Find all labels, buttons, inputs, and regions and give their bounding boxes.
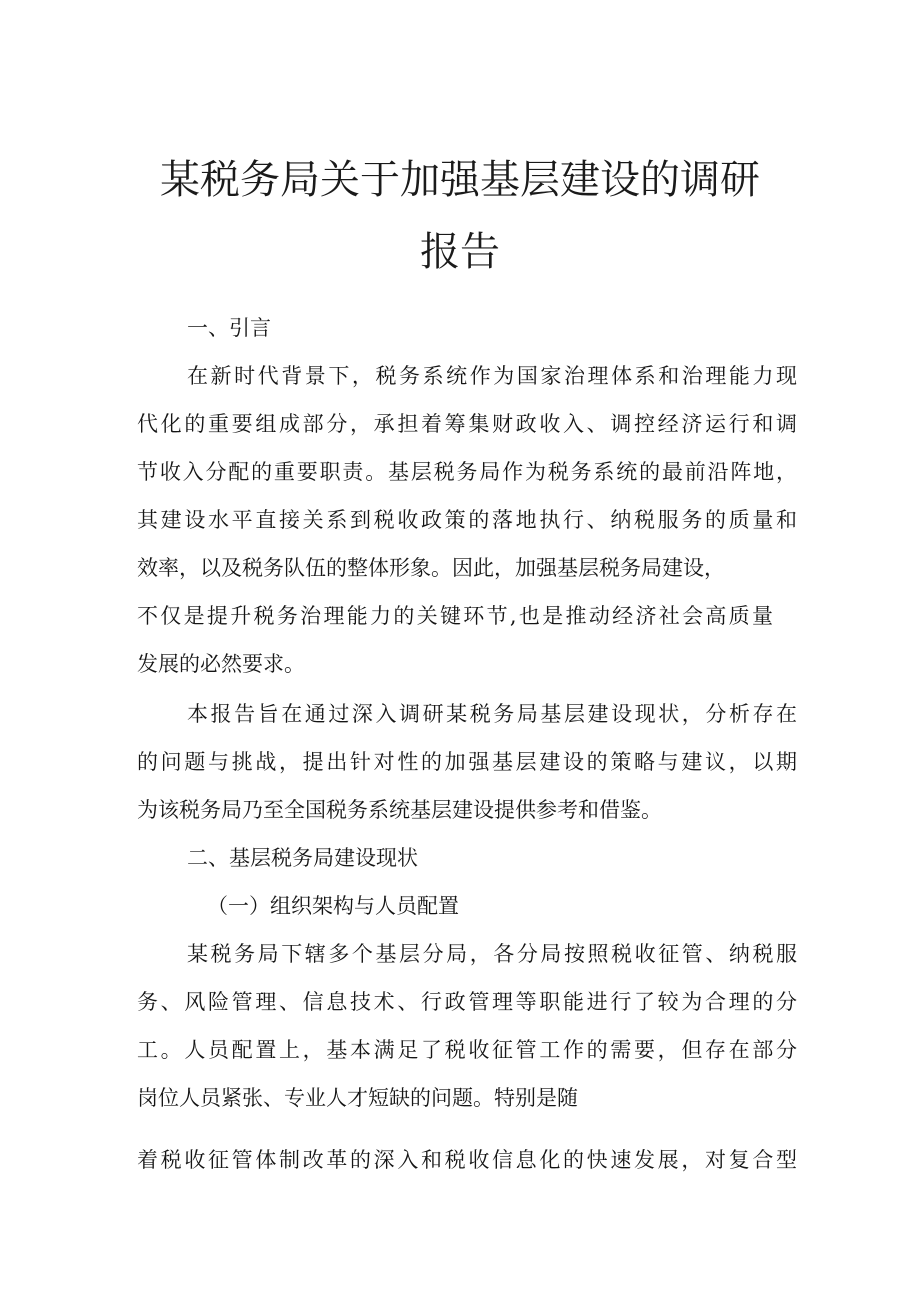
paragraph-line: 为该税务局乃至全国税务系统基层建设提供参考和借鉴。: [137, 798, 662, 822]
document-title-line-2: 报告: [420, 229, 500, 275]
paragraph-line: 工。人员配置上，基本满足了税收征管工作的需要，但存在部分: [137, 1038, 797, 1062]
paragraph-line: 岗位人员紧张、专业人才短缺的问题。特别是随: [137, 1086, 578, 1110]
paragraph-line: 本报告旨在通过深入调研某税务局基层建设现状，分析存在: [187, 702, 797, 726]
paragraph-line: 代化的重要组成部分，承担着筹集财政收入、调控经济运行和调: [137, 412, 797, 436]
subsection-heading-org: （一）组织架构与人员配置: [207, 894, 459, 918]
paragraph-line: 务、风险管理、信息技术、行政管理等职能进行了较为合理的分: [137, 990, 797, 1014]
paragraph-line: 着税收征管体制改革的深入和税收信息化的快速发展，对复合型: [137, 1148, 797, 1172]
paragraph-line: 的问题与挑战，提出针对性的加强基层建设的策略与建议，以期: [137, 750, 797, 774]
paragraph-line: 不仅是提升税务治理能力的关键环节,也是推动经济社会高质量: [137, 604, 773, 628]
paragraph-line: 在新时代背景下，税务系统作为国家治理体系和治理能力现: [187, 364, 797, 388]
paragraph-line: 某税务局下辖多个基层分局，各分局按照税收征管、纳税服: [187, 942, 797, 966]
document-title-line-1: 某税务局关于加强基层建设的调研: [160, 157, 760, 203]
section-heading-status: 二、基层税务局建设现状: [187, 846, 418, 870]
section-heading-intro: 一、引言: [187, 316, 271, 340]
paragraph-line: 其建设水平直接关系到税收政策的落地执行、纳税服务的质量和: [137, 508, 797, 532]
paragraph-line: 发展的必然要求。: [137, 652, 305, 676]
paragraph-line: 节收入分配的重要职责。基层税务局作为税务系统的最前沿阵地，: [137, 460, 797, 484]
paragraph-line: 效率，以及税务队伍的整体形象。因此，加强基层税务局建设，: [137, 556, 725, 580]
